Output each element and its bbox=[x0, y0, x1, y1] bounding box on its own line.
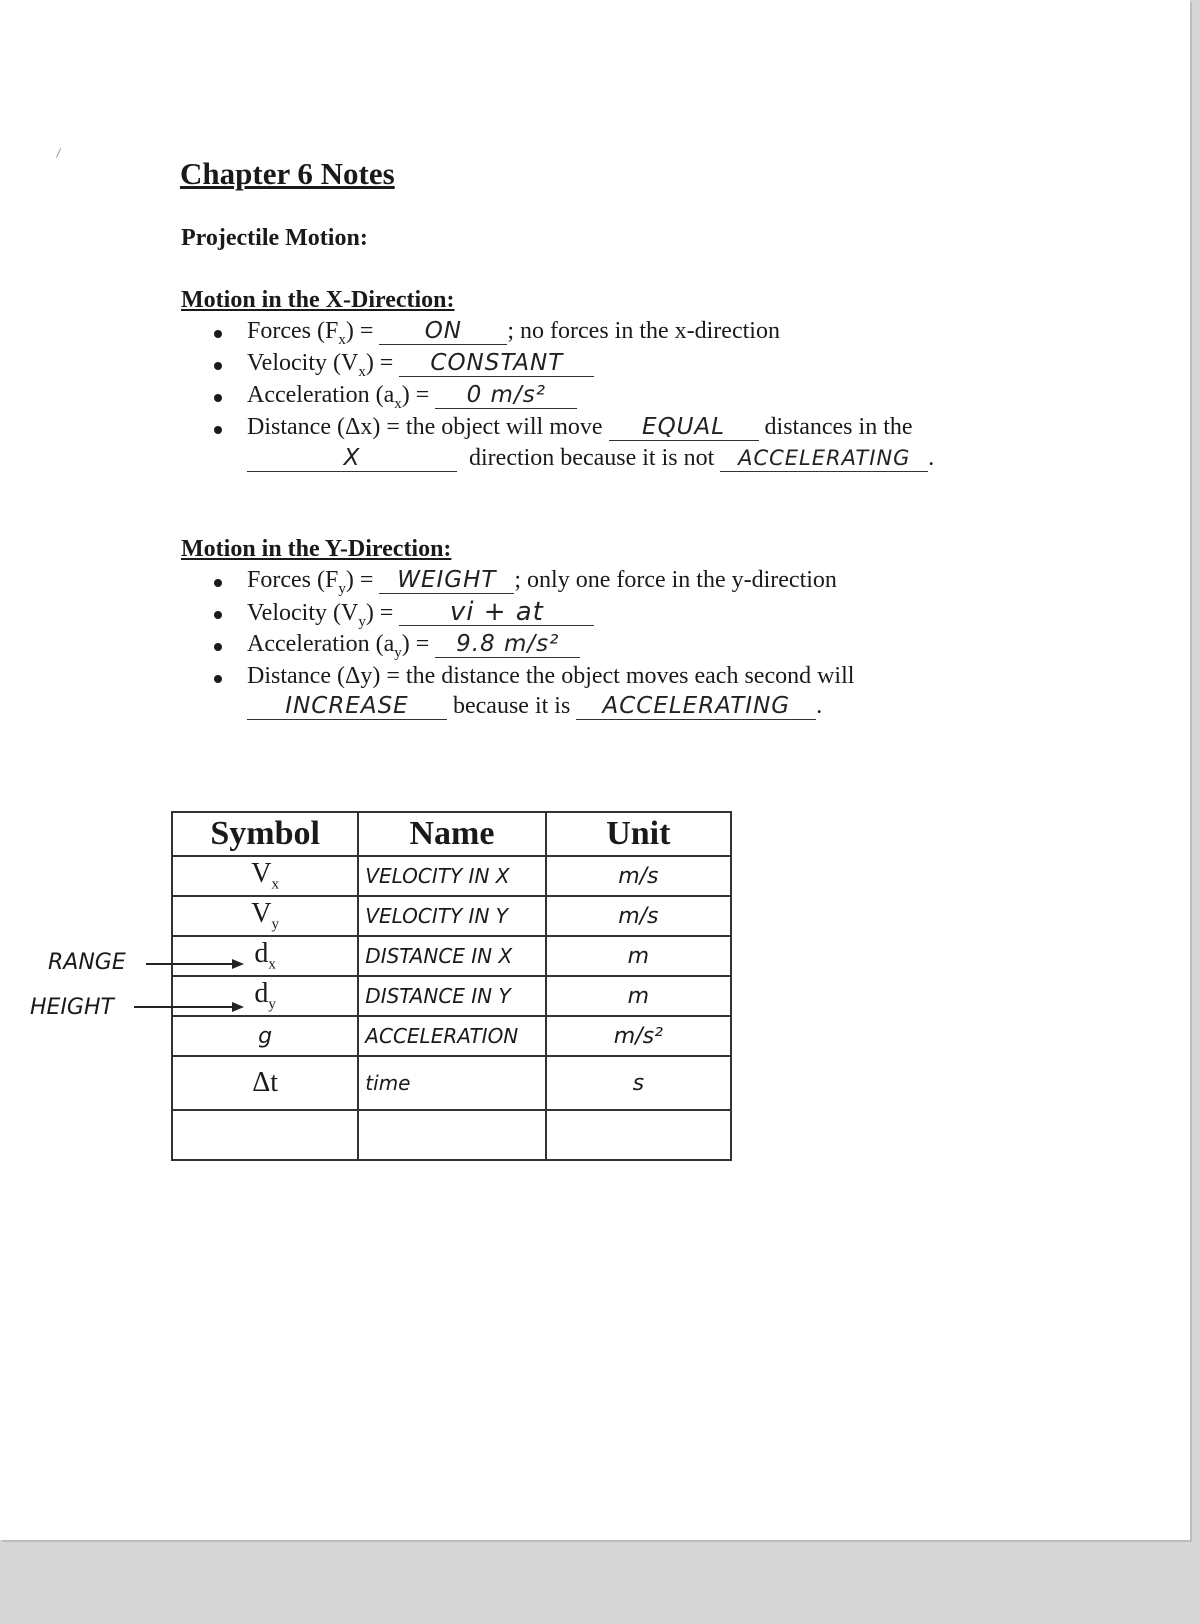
x-distance-line-2 bbox=[247, 445, 934, 472]
table-row bbox=[172, 1016, 731, 1056]
header-unit: Unit bbox=[546, 812, 731, 856]
margin-note-range: RANGE bbox=[48, 950, 126, 975]
unit-cell: m bbox=[546, 936, 731, 976]
symbol: V bbox=[251, 898, 272, 930]
subscript: y bbox=[338, 580, 346, 597]
label: Velocity (V bbox=[247, 600, 359, 626]
scan-mark bbox=[56, 148, 61, 157]
unit-cell: m/s bbox=[546, 856, 731, 896]
label: Forces (F bbox=[247, 567, 339, 593]
x-accel-line bbox=[247, 382, 577, 413]
name-cell: time bbox=[358, 1056, 545, 1110]
equals: ) = bbox=[401, 631, 430, 657]
header-name: Name bbox=[358, 812, 545, 856]
subscript: y bbox=[271, 916, 280, 933]
x-distance-answer-accelerating: ACCELERATING bbox=[720, 445, 928, 472]
x-distance-line bbox=[247, 414, 913, 441]
x-section-heading: Motion in the X-Direction: bbox=[181, 287, 455, 313]
unit-cell: s bbox=[546, 1056, 731, 1110]
y-accel-answer: 9.8 m/s² bbox=[435, 631, 580, 658]
subscript: y bbox=[394, 644, 402, 661]
x-distance-answer-x: X bbox=[247, 445, 457, 472]
y-distance-answer-accelerating: ACCELERATING bbox=[576, 693, 816, 720]
table-row bbox=[172, 856, 731, 896]
symbol-cell bbox=[172, 1056, 358, 1110]
height-arrow-line bbox=[134, 1006, 234, 1008]
text: distances in the bbox=[764, 414, 913, 440]
table-row bbox=[172, 896, 731, 936]
name-cell bbox=[358, 1110, 545, 1160]
equals: ) = bbox=[365, 600, 394, 626]
y-velocity-answer: vi + at bbox=[399, 599, 594, 626]
header-symbol: Symbol bbox=[172, 812, 358, 856]
symbol-cell bbox=[172, 856, 358, 896]
text: because it is bbox=[453, 693, 571, 719]
x-distance-answer-equal: EQUAL bbox=[609, 414, 759, 441]
symbol: Δt bbox=[252, 1067, 279, 1098]
bullet bbox=[214, 579, 222, 587]
y-forces-line bbox=[247, 567, 837, 598]
text: Distance (Δx) = the object will move bbox=[247, 414, 603, 440]
equals: ) = bbox=[401, 382, 430, 408]
symbol: g bbox=[258, 1023, 273, 1049]
label: Velocity (V bbox=[247, 350, 359, 376]
symbol-cell bbox=[172, 936, 358, 976]
table-header-row bbox=[172, 812, 731, 856]
equals: ) = bbox=[365, 350, 394, 376]
label: Acceleration (a bbox=[247, 631, 395, 657]
label: Forces (F bbox=[247, 318, 339, 344]
symbol-cell bbox=[172, 1016, 358, 1056]
bullet bbox=[214, 611, 222, 619]
table-row bbox=[172, 936, 731, 976]
x-accel-answer: 0 m/s² bbox=[435, 382, 577, 409]
symbol-cell bbox=[172, 976, 358, 1016]
bullet bbox=[214, 426, 222, 434]
subscript: x bbox=[358, 363, 366, 380]
y-accel-line bbox=[247, 631, 580, 662]
x-forces-answer: ON bbox=[379, 318, 507, 345]
bullet bbox=[214, 330, 222, 338]
y-distance-line-2 bbox=[247, 693, 822, 720]
y-forces-answer: WEIGHT bbox=[379, 567, 514, 594]
name-cell: DISTANCE IN Y bbox=[358, 976, 545, 1016]
name-cell: DISTANCE IN X bbox=[358, 936, 545, 976]
range-arrow-head bbox=[232, 959, 244, 969]
text: Distance (Δy) = the distance the object moves each second will bbox=[247, 663, 855, 689]
page-title: Chapter 6 Notes bbox=[180, 156, 395, 191]
y-section-heading: Motion in the Y-Direction: bbox=[181, 536, 452, 562]
subscript: y bbox=[268, 996, 276, 1013]
table-row bbox=[172, 1110, 731, 1160]
symbol: d bbox=[254, 978, 269, 1010]
unit-cell bbox=[546, 1110, 731, 1160]
subscript: x bbox=[271, 876, 280, 893]
text: ; only one force in the y-direction bbox=[514, 567, 837, 593]
period: . bbox=[816, 693, 823, 719]
unit-cell: m/s bbox=[546, 896, 731, 936]
margin-note-height: HEIGHT bbox=[30, 995, 114, 1020]
name-cell: VELOCITY IN X bbox=[358, 856, 545, 896]
height-arrow-head bbox=[232, 1002, 244, 1012]
bullet bbox=[214, 362, 222, 370]
y-distance-answer-increase: INCREASE bbox=[247, 693, 447, 720]
unit-cell: m/s² bbox=[546, 1016, 731, 1056]
x-forces-line bbox=[247, 318, 780, 349]
x-velocity-line bbox=[247, 350, 594, 381]
name-cell: ACCELERATION bbox=[358, 1016, 545, 1056]
label: Acceleration (a bbox=[247, 382, 395, 408]
symbol: d bbox=[254, 938, 269, 970]
text: direction because it is not bbox=[469, 445, 715, 471]
table-row bbox=[172, 976, 731, 1016]
subscript: x bbox=[394, 395, 402, 412]
symbol-cell bbox=[172, 1110, 358, 1160]
name-cell: VELOCITY IN Y bbox=[358, 896, 545, 936]
bullet bbox=[214, 643, 222, 651]
unit-cell: m bbox=[546, 976, 731, 1016]
subscript: x bbox=[338, 331, 346, 348]
symbol-cell bbox=[172, 896, 358, 936]
bullet bbox=[214, 394, 222, 402]
x-velocity-answer: CONSTANT bbox=[399, 350, 594, 377]
equals: ) = bbox=[345, 567, 374, 593]
period: . bbox=[928, 445, 935, 471]
equals: ) = bbox=[345, 318, 374, 344]
table-row bbox=[172, 1056, 731, 1110]
text: ; no forces in the x-direction bbox=[507, 318, 780, 344]
y-distance-line bbox=[247, 663, 854, 690]
subscript: y bbox=[358, 613, 366, 630]
range-arrow-line bbox=[146, 963, 234, 965]
subscript: x bbox=[268, 956, 276, 973]
bullet bbox=[214, 675, 222, 683]
symbol: V bbox=[251, 858, 272, 890]
subtitle: Projectile Motion: bbox=[181, 225, 368, 251]
y-velocity-line bbox=[247, 599, 594, 631]
symbol-table bbox=[171, 811, 732, 1161]
